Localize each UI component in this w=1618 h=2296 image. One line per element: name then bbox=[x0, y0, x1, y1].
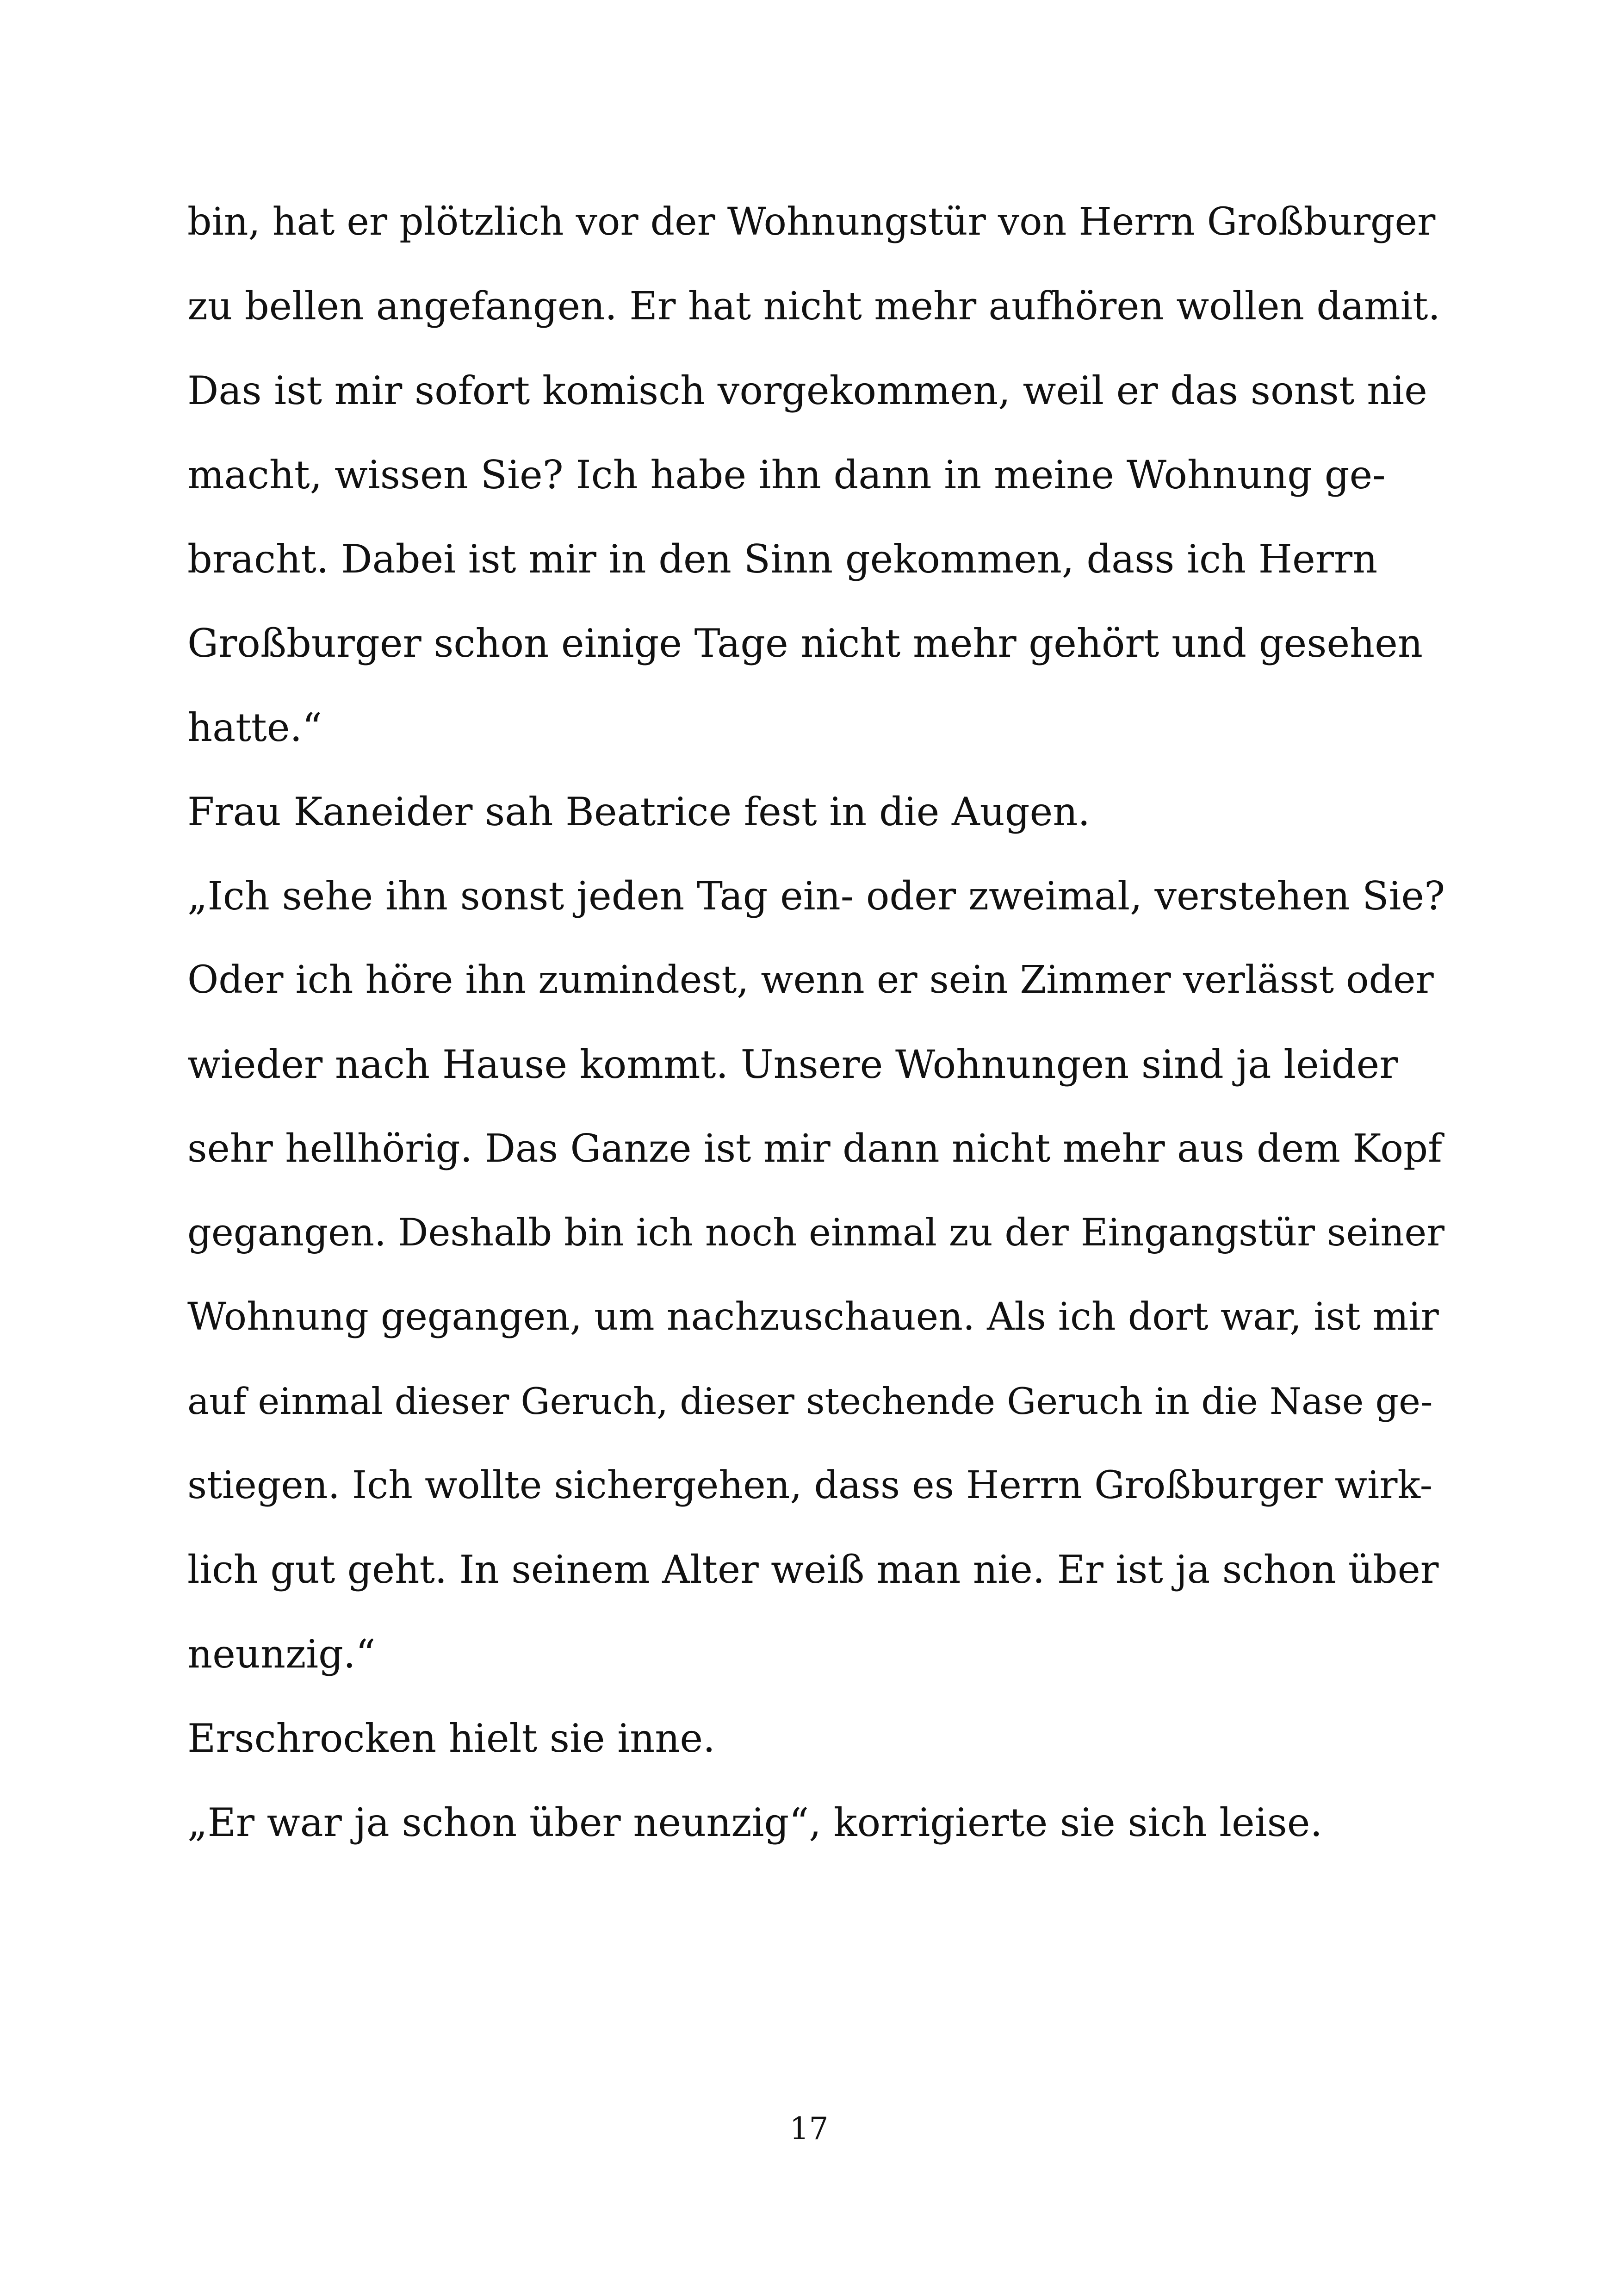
text-line: bracht. Dabei ist mir in den Sinn gekommen, dass ich Herrn bbox=[187, 536, 1378, 582]
text-line: gegangen. Deshalb bin ich noch einmal zu der Eingangstür seiner bbox=[187, 1211, 1444, 1255]
text-line: Wohnung gegangen, um nachzuschauen. Als ich dort war, ist mir bbox=[187, 1295, 1439, 1339]
text-line: Großburger schon einige Tage nicht mehr gehört und gesehen bbox=[187, 621, 1423, 666]
text-line: lich gut geht. In seinem Alter weiß man nie. Er ist ja schon über bbox=[187, 1547, 1439, 1592]
text-line: sehr hellhörig. Das Ganze ist mir dann nicht mehr aus dem Kopf bbox=[187, 1126, 1442, 1171]
text-line: zu bellen angefangen. Er hat nicht mehr aufhören wollen damit. bbox=[187, 284, 1440, 329]
text-line: bin, hat er plötzlich vor der Wohnungstür von Herrn Großburger bbox=[187, 200, 1436, 244]
text-line: auf einmal dieser Geruch, dieser stechende Geruch in die Nase ge- bbox=[187, 1380, 1433, 1423]
text-line: „Ich sehe ihn sonst jeden Tag ein- oder zweimal, verstehen Sie? bbox=[187, 873, 1445, 919]
text-line: macht, wissen Sie? Ich habe ihn dann in meine Wohnung ge- bbox=[187, 452, 1386, 498]
text-line: Erschrocken hielt sie inne. bbox=[187, 1716, 715, 1761]
text-line: wieder nach Hause kommt. Unsere Wohnungen sind ja leider bbox=[187, 1042, 1398, 1087]
text-line: hatte.“ bbox=[187, 705, 322, 750]
text-line: Frau Kaneider sah Beatrice fest in die Augen. bbox=[187, 789, 1091, 834]
text-line: „Er war ja schon über neunzig“, korrigierte sie sich leise. bbox=[187, 1800, 1323, 1845]
text-line: stiegen. Ich wollte sichergehen, dass es Herrn Großburger wirk- bbox=[187, 1463, 1433, 1507]
text-line: neunzig.“ bbox=[187, 1631, 376, 1677]
text-line: Das ist mir sofort komisch vorgekommen, weil er das sonst nie bbox=[187, 368, 1427, 413]
text-line: Oder ich höre ihn zumindest, wenn er sein Zimmer verlässt oder bbox=[187, 958, 1434, 1002]
page-number: 17 bbox=[789, 2111, 829, 2147]
